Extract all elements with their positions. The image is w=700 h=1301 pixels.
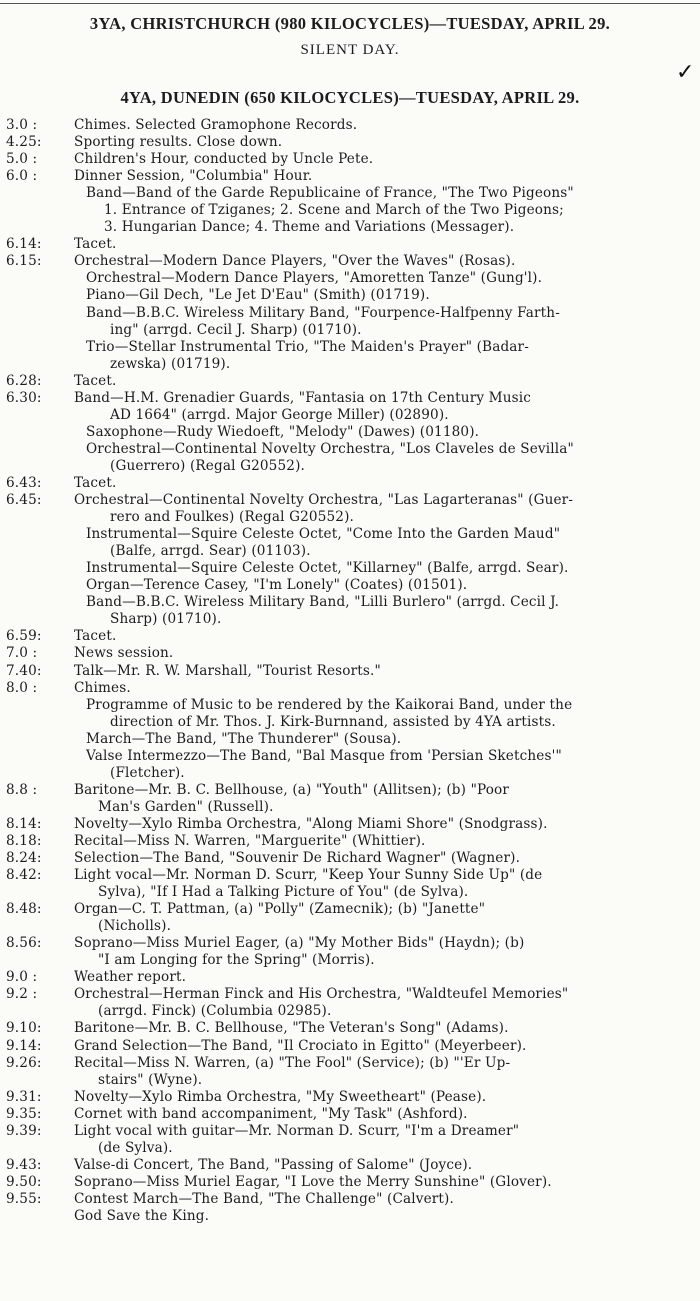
entry-time: 8.18: [6, 832, 42, 849]
entry-line: Piano—Gil Dech, "Le Jet D'Eau" (Smith) (01719). [86, 287, 430, 304]
entry-body [74, 390, 696, 475]
programme-entry [6, 663, 696, 680]
entry-line: Tacet. [74, 628, 117, 645]
programme-entry [6, 151, 696, 168]
entry-time: 6.28: [6, 372, 42, 389]
entry-line: (Fletcher). [110, 764, 185, 781]
entry-time: 8.56: [6, 935, 42, 952]
entry-body [74, 816, 696, 833]
entry-body [74, 373, 696, 390]
entry-line: Novelty—Xylo Rimba Orchestra, "Along Miami Shore" (Snodgrass). [74, 815, 548, 832]
programme-entry [6, 475, 696, 492]
entry-body [74, 969, 696, 986]
entry-time: 9.35: [6, 1105, 42, 1122]
entry-line: 3. Hungarian Dance; 4. Theme and Variations (Messager). [104, 219, 515, 236]
entry-line: stairs" (Wyne). [98, 1071, 203, 1088]
entry-line: Dinner Session, "Columbia" Hour. [74, 168, 313, 185]
entry-line: (de Sylva). [98, 1139, 173, 1156]
entry-time: 6.43: [6, 474, 42, 491]
entry-line: zewska) (01719). [110, 355, 231, 372]
entry-body [74, 168, 696, 185]
entry-time: 9.26: [6, 1054, 42, 1071]
entry-line: Grand Selection—The Band, "Il Crociato in Egitto" (Meyerbeer). [74, 1037, 527, 1054]
entry-time: 9.39: [6, 1122, 42, 1139]
entry-time: 9.31: [6, 1088, 42, 1105]
station-heading-3ya: 3YA, CHRISTCHURCH (980 KILOCYCLES)—TUESDAY, APRIL 29. [89, 14, 611, 33]
programme-list [6, 117, 696, 1225]
entry-line: Orchestral—Herman Finck and His Orchestra, "Waldteufel Memories" [74, 986, 569, 1003]
entry-body [74, 117, 696, 134]
entry-time: 8.8 : [6, 781, 38, 798]
entry-line: Contest March—The Band, "The Challenge" (Calvert). [74, 1190, 454, 1207]
entry-line: Recital—Miss N. Warren, (a) "The Fool" (Service); (b) "'Er Up- [74, 1054, 511, 1071]
entry-time: 9.43: [6, 1156, 42, 1173]
entry-body [74, 475, 696, 492]
entry-line: Soprano—Miss Muriel Eager, (a) "My Mother Bids" (Haydn); (b) [74, 935, 525, 952]
programme-entry [6, 680, 696, 782]
programme-entry [6, 901, 696, 935]
entry-time: 8.42: [6, 867, 42, 884]
entry-line: (Balfe, arrgd. Sear) (01103). [110, 543, 311, 560]
entry-line: News session. [74, 645, 174, 662]
programme-entry [6, 850, 696, 867]
entry-line: Sylva), "If I Had a Talking Picture of You" (de Sylva). [98, 884, 469, 901]
silent-day-note: SILENT DAY. [300, 42, 400, 58]
programme-entry [6, 253, 696, 372]
entry-line: Orchestral—Continental Novelty Orchestra, "Las Lagarteranas" (Guer- [74, 492, 574, 509]
programme-entry [6, 1089, 696, 1106]
entry-line: Novelty—Xylo Rimba Orchestra, "My Sweetheart" (Pease). [74, 1088, 487, 1105]
entry-body [74, 134, 696, 151]
entry-time: 9.2 : [6, 986, 38, 1003]
entry-line: "I am Longing for the Spring" (Morris). [98, 952, 375, 969]
entry-line: Instrumental—Squire Celeste Octet, "Killarney" (Balfe, arrgd. Sear). [86, 560, 569, 577]
entry-body [74, 236, 696, 253]
entry-body [74, 1089, 696, 1106]
programme-entry [6, 492, 696, 628]
programme-entry [6, 833, 696, 850]
entry-line: Band—B.B.C. Wireless Military Band, "Fourpence-Halfpenny Farth- [86, 304, 560, 321]
entry-line: direction of Mr. Thos. J. Kirk-Burnnand, assisted by 4YA artists. [110, 713, 556, 730]
programme-entry [6, 1123, 696, 1157]
entry-time: 7.0 : [6, 645, 38, 662]
entry-line: Band—H.M. Grenadier Guards, "Fantasia on 17th Century Music [74, 389, 532, 406]
programme-entry [6, 816, 696, 833]
entry-body [74, 782, 696, 816]
entry-line: Orchestral—Continental Novelty Orchestra, "Los Claveles de Sevilla" [86, 440, 574, 457]
entry-line: 1. Entrance of Tziganes; 2. Scene and March of the Two Pigeons; [104, 202, 564, 219]
entry-time: 6.30: [6, 389, 42, 406]
entry-body [74, 185, 696, 236]
entry-line: Recital—Miss N. Warren, "Marguerite" (Whittier). [74, 832, 426, 849]
entry-line: Baritone—Mr. B. C. Bellhouse, "The Veteran's Song" (Adams). [74, 1020, 509, 1037]
entry-body [74, 253, 696, 372]
entry-line: Talk—Mr. R. W. Marshall, "Tourist Resorts." [74, 662, 381, 679]
entry-line: Man's Garden" (Russell). [98, 798, 274, 815]
programme-entry [6, 168, 696, 185]
entry-line: March—The Band, "The Thunderer" (Sousa). [86, 730, 402, 747]
entry-time: 6.59: [6, 628, 42, 645]
entry-line: Children's Hour, conducted by Uncle Pete. [74, 151, 374, 168]
entry-line: Organ—C. T. Pattman, (a) "Polly" (Zamecnik); (b) "Janette" [74, 901, 486, 918]
programme-entry [6, 236, 696, 253]
entry-body [74, 1106, 696, 1123]
entry-body [74, 1020, 696, 1037]
programme-entry [6, 373, 696, 390]
entry-time: 9.10: [6, 1020, 42, 1037]
entry-time: 6.15: [6, 253, 42, 270]
entry-line: Instrumental—Squire Celeste Octet, "Come Into the Garden Maud" [86, 526, 561, 543]
entry-line: Weather report. [74, 969, 187, 986]
entry-time: 3.0 : [6, 117, 38, 133]
entry-line: (Guerrero) (Regal G20552). [110, 457, 305, 474]
entry-body [74, 1055, 696, 1089]
entry-time: 9.50: [6, 1173, 42, 1190]
programme-entry [6, 1106, 696, 1123]
entry-body [74, 833, 696, 850]
entry-time: 6.14: [6, 236, 42, 253]
entry-line: Band—Band of the Garde Republicaine of France, "The Two Pigeons" [86, 185, 574, 202]
entry-body [74, 645, 696, 662]
programme-entry [6, 1174, 696, 1191]
programme-entry [6, 1055, 696, 1089]
programme-entry [6, 782, 696, 816]
programme-entry [6, 645, 696, 662]
entry-time: 8.14: [6, 815, 42, 832]
entry-line: Orchestral—Modern Dance Players, "Amoretten Tanze" (Gung'l). [86, 270, 543, 287]
ink-mark-icon: ✓ [676, 60, 695, 85]
programme-entry [6, 867, 696, 901]
entry-time: 4.25: [6, 134, 42, 151]
entry-time: 9.14: [6, 1037, 42, 1054]
entry-body [74, 986, 696, 1020]
entry-line: Organ—Terence Casey, "I'm Lonely" (Coates) (01501). [86, 577, 468, 594]
entry-line: Programme of Music to be rendered by the Kaikorai Band, under the [86, 696, 573, 713]
programme-entry [6, 1020, 696, 1037]
entry-line: Valse-di Concert, The Band, "Passing of Salome" (Joyce). [74, 1156, 473, 1173]
entry-line: (Nicholls). [98, 918, 172, 935]
entry-body [74, 935, 696, 969]
entry-line: Tacet. [74, 474, 117, 491]
entry-line: AD 1664" (arrgd. Major George Miller) (02890). [110, 406, 449, 423]
entry-time: 8.48: [6, 901, 42, 918]
programme-entry [6, 1038, 696, 1055]
programme-entry [6, 117, 696, 134]
entry-line: Cornet with band accompaniment, "My Task" (Ashford). [74, 1105, 468, 1122]
entry-body [74, 1174, 696, 1191]
entry-body [74, 901, 696, 935]
entry-line: rero and Foulkes) (Regal G20552). [110, 509, 355, 526]
entry-body [74, 663, 696, 680]
top-rule [0, 3, 700, 4]
entry-body [74, 1191, 696, 1208]
entry-line: Sporting results. Close down. [74, 134, 283, 151]
entry-body [74, 1038, 696, 1055]
programme-entry [6, 390, 696, 475]
entry-line: Selection—The Band, "Souvenir De Richard Wagner" (Wagner). [74, 850, 521, 867]
entry-time: 6.0 : [6, 168, 38, 185]
entry-line: Light vocal—Mr. Norman D. Scurr, "Keep Your Sunny Side Up" (de [74, 867, 543, 884]
entry-line: Trio—Stellar Instrumental Trio, "The Maiden's Prayer" (Badar- [86, 338, 529, 355]
entry-line: Tacet. [74, 236, 117, 253]
entry-line: Saxophone—Rudy Wiedoeft, "Melody" (Dawes) (01180). [86, 423, 480, 440]
station-heading-4ya: 4YA, DUNEDIN (650 KILOCYCLES)—TUESDAY, APRIL 29. [120, 88, 580, 107]
entry-time: 9.0 : [6, 969, 38, 986]
entry-time: 9.55: [6, 1190, 42, 1207]
programme-entry [6, 1191, 696, 1208]
entry-body [74, 628, 696, 645]
entry-body [74, 867, 696, 901]
entry-line: (arrgd. Finck) (Columbia 02985). [98, 1003, 332, 1020]
entry-line: Soprano—Miss Muriel Eagar, "I Love the Merry Sunshine" (Glover). [74, 1173, 552, 1190]
entry-line: Sharp) (01710). [110, 611, 222, 628]
entry-body [74, 1123, 696, 1157]
entry-line: Tacet. [74, 372, 117, 389]
entry-body [74, 850, 696, 867]
entry-line: ing" (arrgd. Cecil J. Sharp) (01710). [110, 321, 362, 338]
entry-line: Valse Intermezzo—The Band, "Bal Masque from 'Persian Sketches'" [86, 747, 562, 764]
entry-time: 7.40: [6, 662, 42, 679]
entry-time: 6.45: [6, 492, 42, 509]
entry-line: Chimes. Selected Gramophone Records. [74, 117, 358, 133]
entry-time: 8.0 : [6, 679, 38, 696]
programme-entry [6, 628, 696, 645]
programme-entry [6, 969, 696, 986]
entry-line: Chimes. [74, 679, 131, 696]
entry-line: Baritone—Mr. B. C. Bellhouse, (a) "Youth" (Allitsen); (b) "Poor [74, 781, 510, 798]
programme-entry [6, 134, 696, 151]
programme-entry [6, 1157, 696, 1174]
entry-body [74, 1157, 696, 1174]
entry-time: 8.24: [6, 850, 42, 867]
closing-line: God Save the King. [74, 1208, 210, 1224]
programme-entry [6, 935, 696, 969]
entry-line: Light vocal with guitar—Mr. Norman D. Scurr, "I'm a Dreamer" [74, 1122, 520, 1139]
programme-entry [6, 185, 696, 236]
entry-time: 5.0 : [6, 151, 38, 168]
programme-entry [6, 986, 696, 1020]
entry-body [74, 680, 696, 782]
entry-line: Orchestral—Modern Dance Players, "Over the Waves" (Rosas). [74, 253, 516, 270]
entry-body [74, 492, 696, 628]
entry-line: Band—B.B.C. Wireless Military Band, "Lilli Burlero" (arrgd. Cecil J. [86, 594, 560, 611]
entry-body [74, 151, 696, 168]
